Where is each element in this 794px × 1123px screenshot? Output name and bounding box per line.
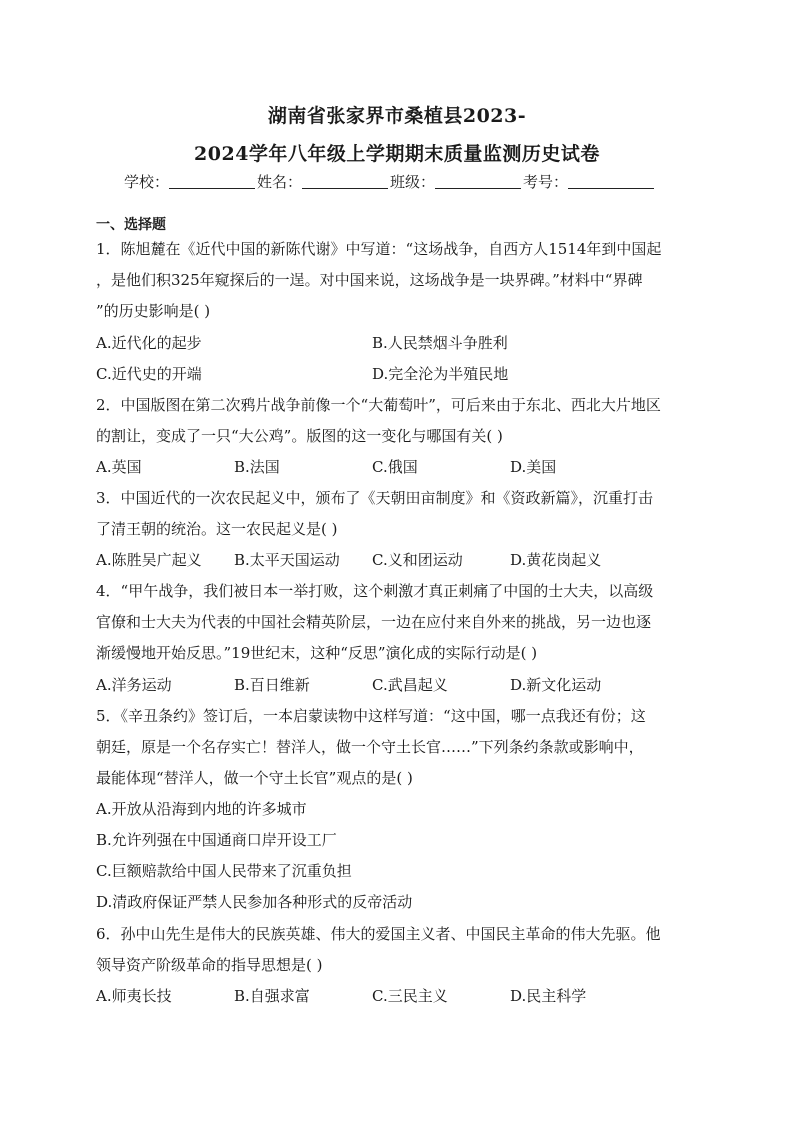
question-4-line-3: 渐缓慢地开始反思。”19世纪末，这种“反思”演化成的实际行动是( )	[96, 644, 538, 662]
exam-title-line2: 2024学年八年级上学期期末质量监测历史试卷	[194, 143, 600, 165]
name-blank[interactable]	[302, 174, 388, 189]
question-4-option-d[interactable]: D.新文化运动	[510, 676, 602, 694]
question-5-line-3: 最能体现“替洋人，做一个守土长官”观点的是( )	[96, 769, 413, 787]
question-1-option-b[interactable]: B.人民禁烟斗争胜利	[372, 334, 508, 352]
question-1-option-a[interactable]: A.近代化的起步	[96, 334, 202, 352]
question-5-option-b[interactable]: B.允许列强在中国通商口岸开设工厂	[96, 831, 337, 849]
question-3-line-1: 3．中国近代的一次农民起义中，颁布了《天朝田亩制度》和《资政新篇》，沉重打击	[96, 489, 654, 507]
question-3-option-a[interactable]: A.陈胜吴广起义	[96, 551, 202, 569]
number-label: 考号：	[523, 173, 569, 191]
question-4-option-a[interactable]: A.洋务运动	[96, 676, 172, 694]
question-6-option-c[interactable]: C.三民主义	[372, 987, 448, 1005]
question-1-option-d[interactable]: D.完全沦为半殖民地	[372, 365, 509, 383]
class-label: 班级：	[390, 173, 436, 191]
question-3-line-2: 了清王朝的统治。这一农民起义是( )	[96, 520, 338, 538]
name-label: 姓名：	[257, 173, 303, 191]
question-4-line-1: 4．“甲午战争，我们被日本一举打败，这个刺激才真正刺痛了中国的士大夫，以高级	[96, 582, 654, 600]
question-4-option-b[interactable]: B.百日维新	[234, 676, 310, 694]
question-6-line-2: 领导资产阶级革命的指导思想是( )	[96, 956, 323, 974]
class-blank[interactable]	[435, 174, 521, 189]
question-1-line-3: ”的历史影响是( )	[96, 302, 211, 320]
question-1-line-1: 1．陈旭麓在《近代中国的新陈代谢》中写道：“这场战争，自西方人1514年到中国起	[96, 240, 662, 258]
school-label: 学校：	[124, 173, 170, 191]
question-2-option-d[interactable]: D.美国	[510, 458, 557, 476]
student-info-row	[124, 171, 656, 192]
question-5-option-a[interactable]: A.开放从沿海到内地的许多城市	[96, 800, 307, 818]
school-blank[interactable]	[169, 174, 255, 189]
question-5-option-c[interactable]: C.巨额赔款给中国人民带来了沉重负担	[96, 862, 352, 880]
question-2-option-a[interactable]: A.英国	[96, 458, 142, 476]
question-5-line-2: 朝廷，原是一个名存实亡！替洋人，做一个守土长官……”下列条约条款或影响中，	[96, 738, 644, 756]
question-1-line-2: ，是他们积325年窥探后的一逞。对中国来说，这场战争是一块界碑。”材料中“界碑	[96, 271, 643, 289]
question-2-option-c[interactable]: C.俄国	[372, 458, 418, 476]
question-2-option-b[interactable]: B.法国	[234, 458, 280, 476]
question-6-option-d[interactable]: D.民主科学	[510, 987, 587, 1005]
section-title: 一、选择题	[96, 217, 166, 233]
question-2-line-2: 的割让，变成了一只“大公鸡”。版图的这一变化与哪国有关( )	[96, 427, 503, 445]
question-6-option-b[interactable]: B.自强求富	[234, 987, 310, 1005]
question-1-option-c[interactable]: C.近代史的开端	[96, 365, 202, 383]
question-5-line-1: 5．《辛丑条约》签订后，一本启蒙读物中这样写道：“这中国，哪一点我还有份；这	[96, 707, 646, 725]
number-blank[interactable]	[568, 174, 654, 189]
exam-title-line1: 湖南省张家界市桑植县2023-	[267, 105, 527, 127]
question-3-option-b[interactable]: B.太平天国运动	[234, 551, 340, 569]
question-5-option-d[interactable]: D.清政府保证严禁人民参加各种形式的反帝活动	[96, 893, 413, 911]
question-3-option-c[interactable]: C.义和团运动	[372, 551, 463, 569]
question-3-option-d[interactable]: D.黄花岗起义	[510, 551, 602, 569]
question-6-line-1: 6．孙中山先生是伟大的民族英雄、伟大的爱国主义者、中国民主革命的伟大先驱。他	[96, 925, 661, 943]
question-4-option-c[interactable]: C.武昌起义	[372, 676, 448, 694]
question-2-line-1: 2．中国版图在第二次鸦片战争前像一个“大葡萄叶”，可后来由于东北、西北大片地区	[96, 396, 661, 414]
question-4-line-2: 官僚和士大夫为代表的中国社会精英阶层，一边在应付来自外来的挑战，另一边也逐	[96, 613, 652, 631]
question-6-option-a[interactable]: A.师夷长技	[96, 987, 172, 1005]
